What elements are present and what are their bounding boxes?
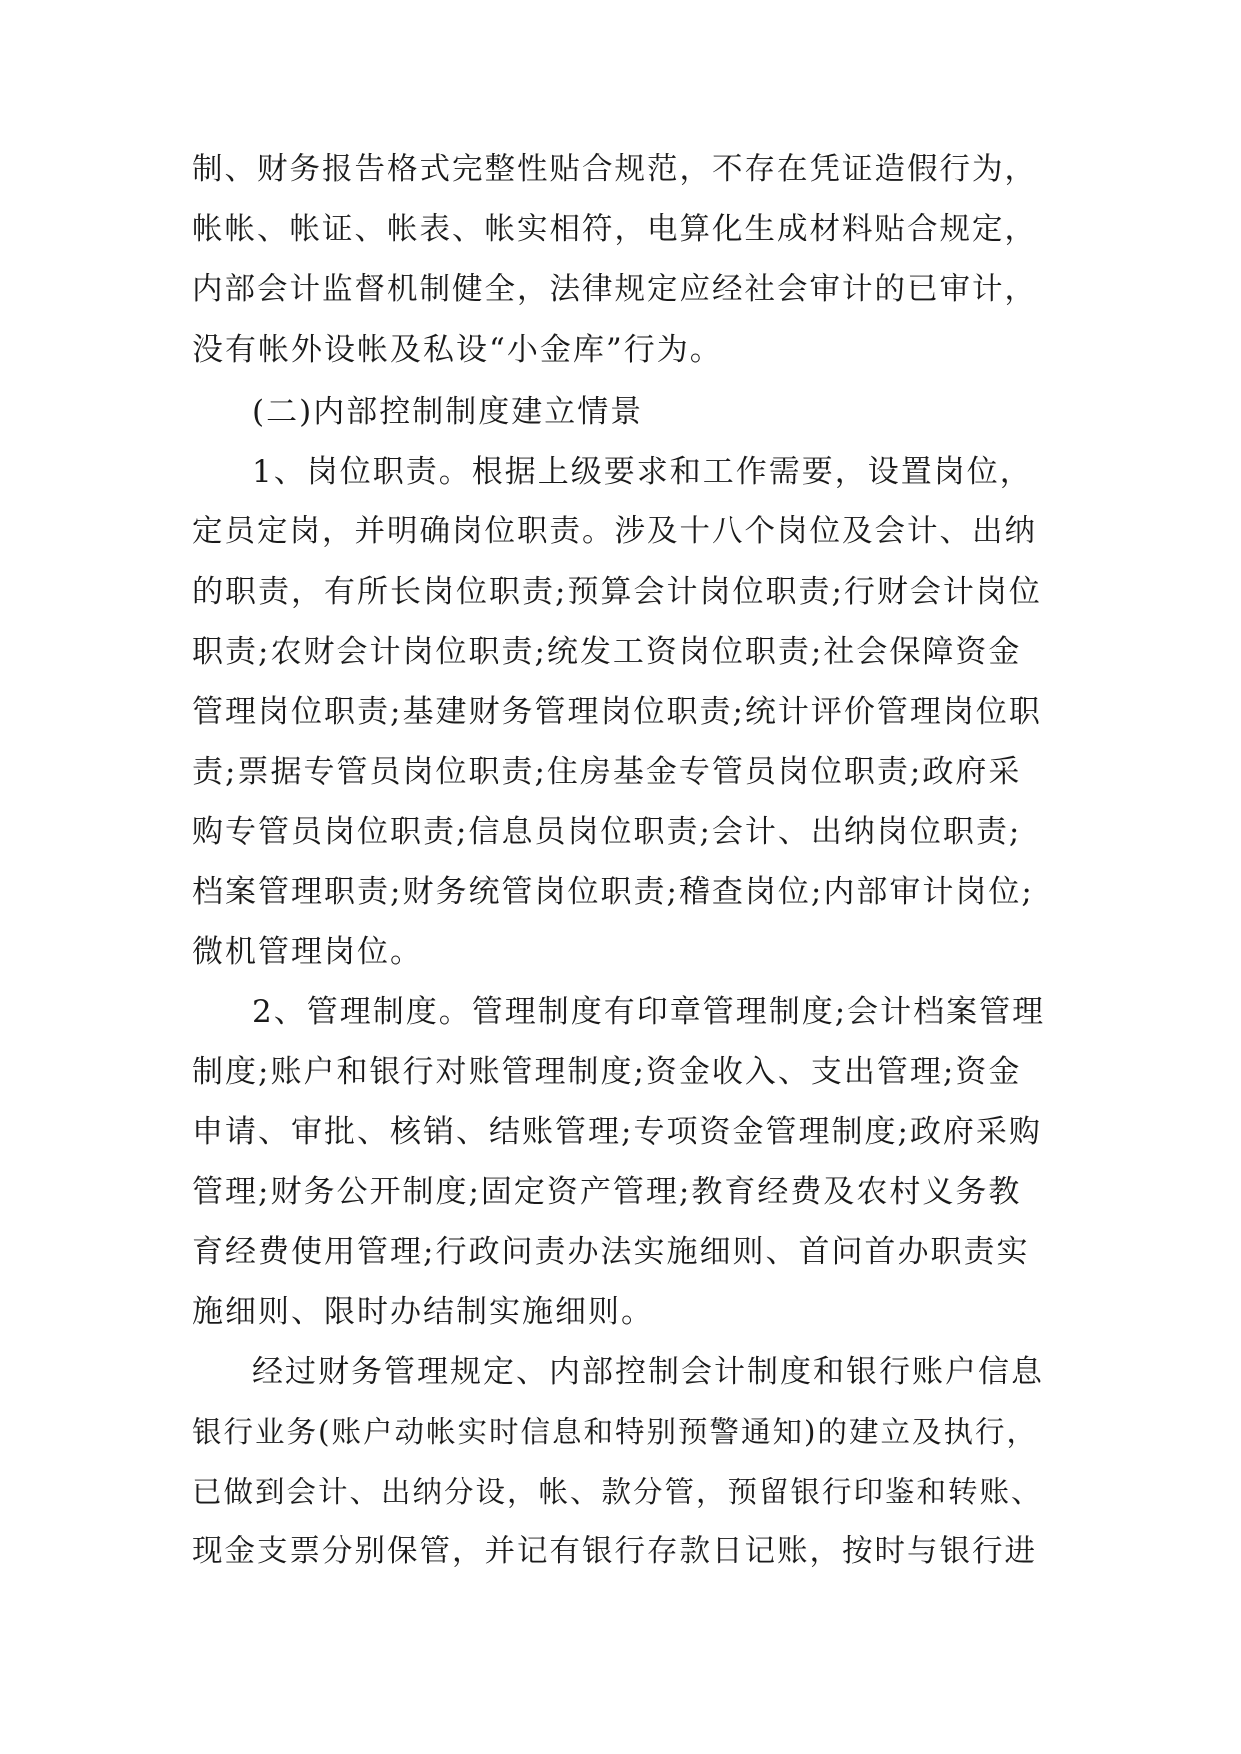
text-line: 申请、审批、核销、结账管理;专项资金管理制度;政府采购	[192, 1114, 1042, 1150]
text-line: 职责;农财会计岗位职责;统发工资岗位职责;社会保障资金	[192, 634, 1022, 670]
text-line: 现金支票分别保管，并记有银行存款日记账，按时与银行进	[192, 1534, 1037, 1569]
text-line: 制度;账户和银行对账管理制度;资金收入、支出管理;资金	[192, 1054, 1022, 1090]
text-line: 施细则、限时办结制实施细则。	[192, 1294, 654, 1330]
text-line: 已做到会计、出纳分设，帐、款分管，预留银行印鉴和转账、	[192, 1475, 1043, 1509]
text-line: 帐帐、帐证、帐表、帐实相符，电算化生成材料贴合规定，	[192, 212, 1037, 247]
text-line: 2、管理制度。管理制度有印章管理制度;会计档案管理	[252, 994, 1046, 1030]
text-line: 管理岗位职责;基建财务管理岗位职责;统计评价管理岗位职	[192, 694, 1042, 730]
text-line: 管理;财务公开制度;固定资产管理;教育经费及农村义务教	[192, 1174, 1022, 1210]
text-line: 微机管理岗位。	[192, 934, 423, 970]
text-line: 内部会计监督机制健全，法律规定应经社会审计的已审计，	[192, 272, 1037, 307]
text-line: 经过财务管理规定、内部控制会计制度和银行账户信息	[252, 1354, 1044, 1390]
text-line: 档案管理职责;财务统管岗位职责;稽查岗位;内部审计岗位;	[192, 874, 1034, 910]
text-line: 责;票据专管员岗位职责;住房基金专管员岗位职责;政府采	[192, 754, 1022, 790]
text-line: 银行业务(账户动帐实时信息和特别预警通知)的建立及执行，	[192, 1415, 1039, 1449]
text-line: 没有帐外设帐及私设“小金库”行为。	[192, 332, 723, 368]
section-heading: (二)内部控制制度建立情景	[252, 394, 644, 430]
text-line: 制、财务报告格式完整性贴合规范，不存在凭证造假行为，	[192, 152, 1037, 187]
text-line: 1、岗位职责。根据上级要求和工作需要，设置岗位，	[252, 454, 1033, 490]
text-line: 育经费使用管理;行政问责办法实施细则、首问首办职责实	[192, 1234, 1030, 1270]
text-line: 定员定岗，并明确岗位职责。涉及十八个岗位及会计、出纳	[192, 514, 1037, 549]
text-line: 的职责，有所长岗位职责;预算会计岗位职责;行财会计岗位	[192, 574, 1042, 610]
text-line: 购专管员岗位职责;信息员岗位职责;会计、出纳岗位职责;	[192, 814, 1022, 850]
